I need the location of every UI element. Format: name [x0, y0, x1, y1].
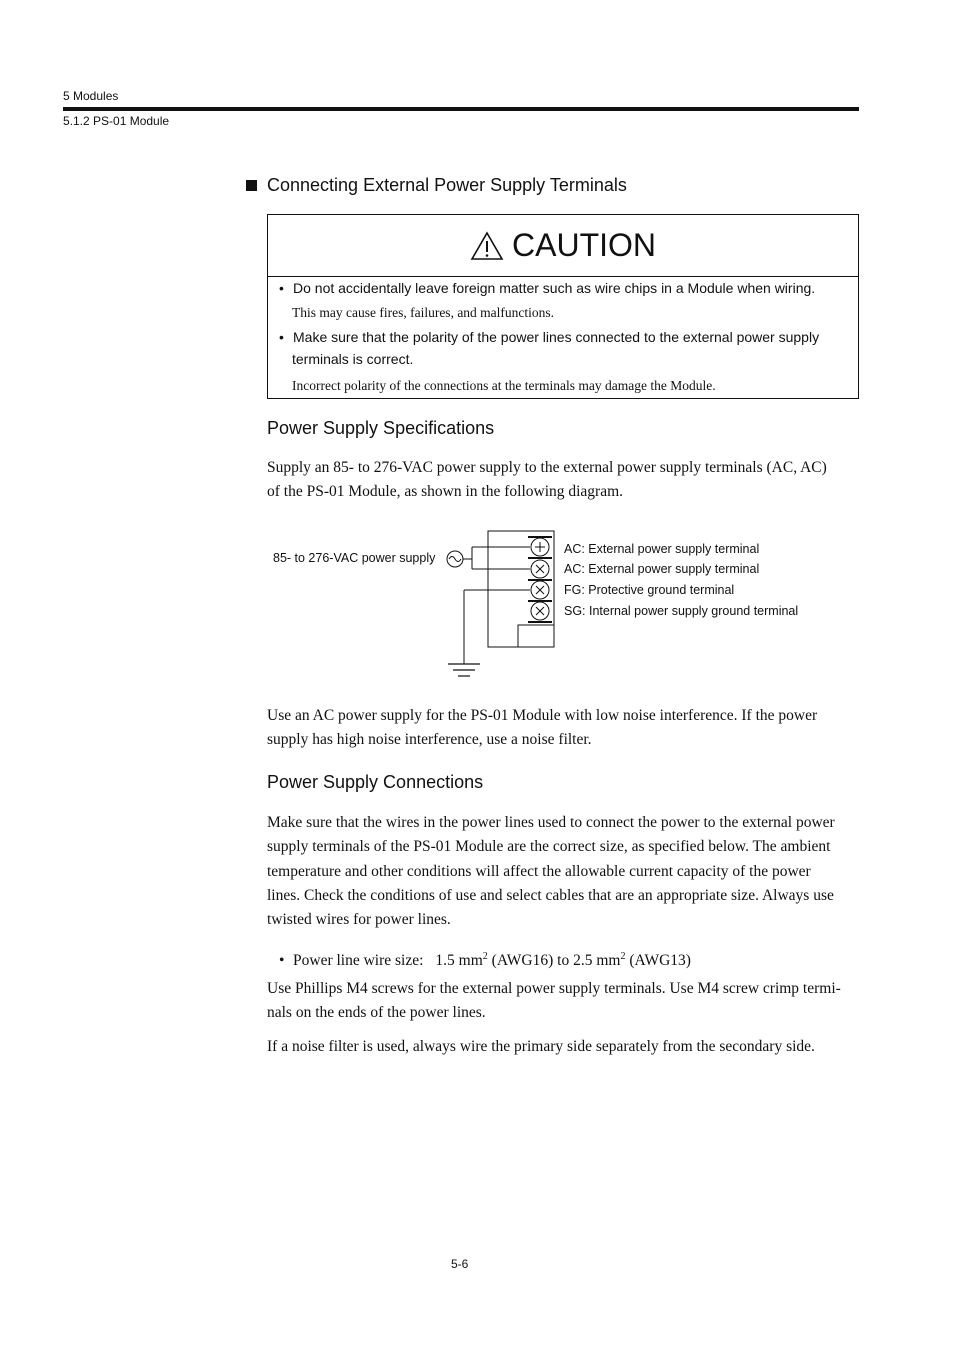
spec-heading: Power Supply Specifications: [267, 418, 495, 438]
terminal-label-fg: FG: Protective ground terminal: [564, 583, 735, 597]
caution-item-1-note: This may cause fires, failures, and malfunctions.: [292, 305, 555, 320]
caution-title: CAUTION: [512, 227, 656, 263]
terminal-screw-icon: [528, 537, 552, 558]
connections-heading: Power Supply Connections: [267, 772, 484, 792]
filter-paragraph: If a noise filter is used, always wire the primary side separately from the secondary side.: [267, 1038, 815, 1055]
connections-line: temperature and other conditions will affect the allowable current capacity of the power: [267, 862, 811, 880]
caution-item-2-line1: Make sure that the polarity of the power lines connected to the external power supply: [293, 329, 820, 345]
section-title: [246, 175, 627, 196]
section-header: 5.1.2 PS-01 Module: [63, 114, 170, 128]
warning-triangle-icon: [470, 231, 504, 261]
section-title-text: Connecting External Power Supply Terminals: [267, 175, 627, 195]
caution-header: [268, 215, 858, 277]
noise-paragraph: [267, 704, 859, 753]
connections-line: Make sure that the wires in the power lines used to connect the power to the external power: [267, 814, 835, 831]
wire-size-mid: (AWG16) to 2.5 mm: [487, 952, 621, 970]
caution-item-2-note: Incorrect polarity of the connections at the terminals may damage the Module.: [292, 378, 716, 393]
caution-item-2: • Make sure that the polarity of the power lines connected to the external power supply: [279, 329, 820, 345]
caution-item-1: • Do not accidentally leave foreign matter such as wire chips in a Module when wiring.: [279, 280, 816, 296]
caution-item-1-text: Do not accidentally leave foreign matter such as wire chips in a Module when wiring.: [293, 280, 816, 296]
spec-paragraph-line1: Supply an 85- to 276-VAC power supply to the external power supply terminals (AC, AC): [267, 459, 827, 476]
connections-line: lines. Check the conditions of use and select cables that are an appropriate size. Always use: [267, 886, 834, 904]
spec-paragraph-line2: of the PS-01 Module, as shown in the following diagram.: [267, 483, 624, 501]
connections-line: twisted wires for power lines.: [267, 911, 451, 929]
square-bullet-icon: [246, 180, 257, 191]
ac-source-label: 85- to 276-VAC power supply: [273, 551, 436, 565]
wire-size-item: • Power line wire size: 1.5 $mm^2$ (AWG16) to 2.5 $mm^2$ (AWG13): [279, 951, 691, 970]
header-rule: [63, 107, 859, 111]
noise-paragraph-line2: supply has high noise interference, use a noise filter.: [267, 731, 592, 749]
wire-size-sup2: 2: [620, 951, 626, 962]
wire-size-end: (AWG13): [625, 952, 691, 970]
screws-line2: nals on the ends of the power lines.: [267, 1004, 486, 1022]
spec-paragraph: [267, 456, 859, 505]
wire-size-label: Power line wire size:: [293, 952, 424, 970]
terminal-screw-icon: [528, 602, 552, 622]
terminal-label-ac2: AC: External power supply terminal: [564, 562, 760, 576]
screws-paragraph: [267, 977, 859, 1026]
caution-item-2-line2: terminals is correct.: [292, 351, 414, 367]
terminal-label-ac1: AC: External power supply terminal: [564, 542, 760, 556]
chapter-header: 5 Modules: [63, 89, 119, 103]
terminal-label-sg: SG: Internal power supply ground terminal: [564, 604, 799, 618]
caution-box: [267, 214, 859, 399]
wire-size-min: 1.5 mm: [435, 952, 483, 970]
page-number: 5-6: [451, 1257, 469, 1271]
wire-size-sup1: 2: [482, 951, 488, 962]
screws-line1: Use Phillips M4 screws for the external power supply terminals. Use M4 screw crimp termi-: [267, 980, 841, 997]
terminal-screw-icon: [528, 581, 552, 601]
connections-paragraph: [267, 811, 859, 932]
noise-paragraph-line1: Use an AC power supply for the PS-01 Module with low noise interference. If the power: [267, 707, 818, 724]
terminal-screw-icon: [528, 560, 552, 580]
connections-line: supply terminals of the PS-01 Module are the correct size, as specified below. The ambient: [267, 838, 831, 856]
